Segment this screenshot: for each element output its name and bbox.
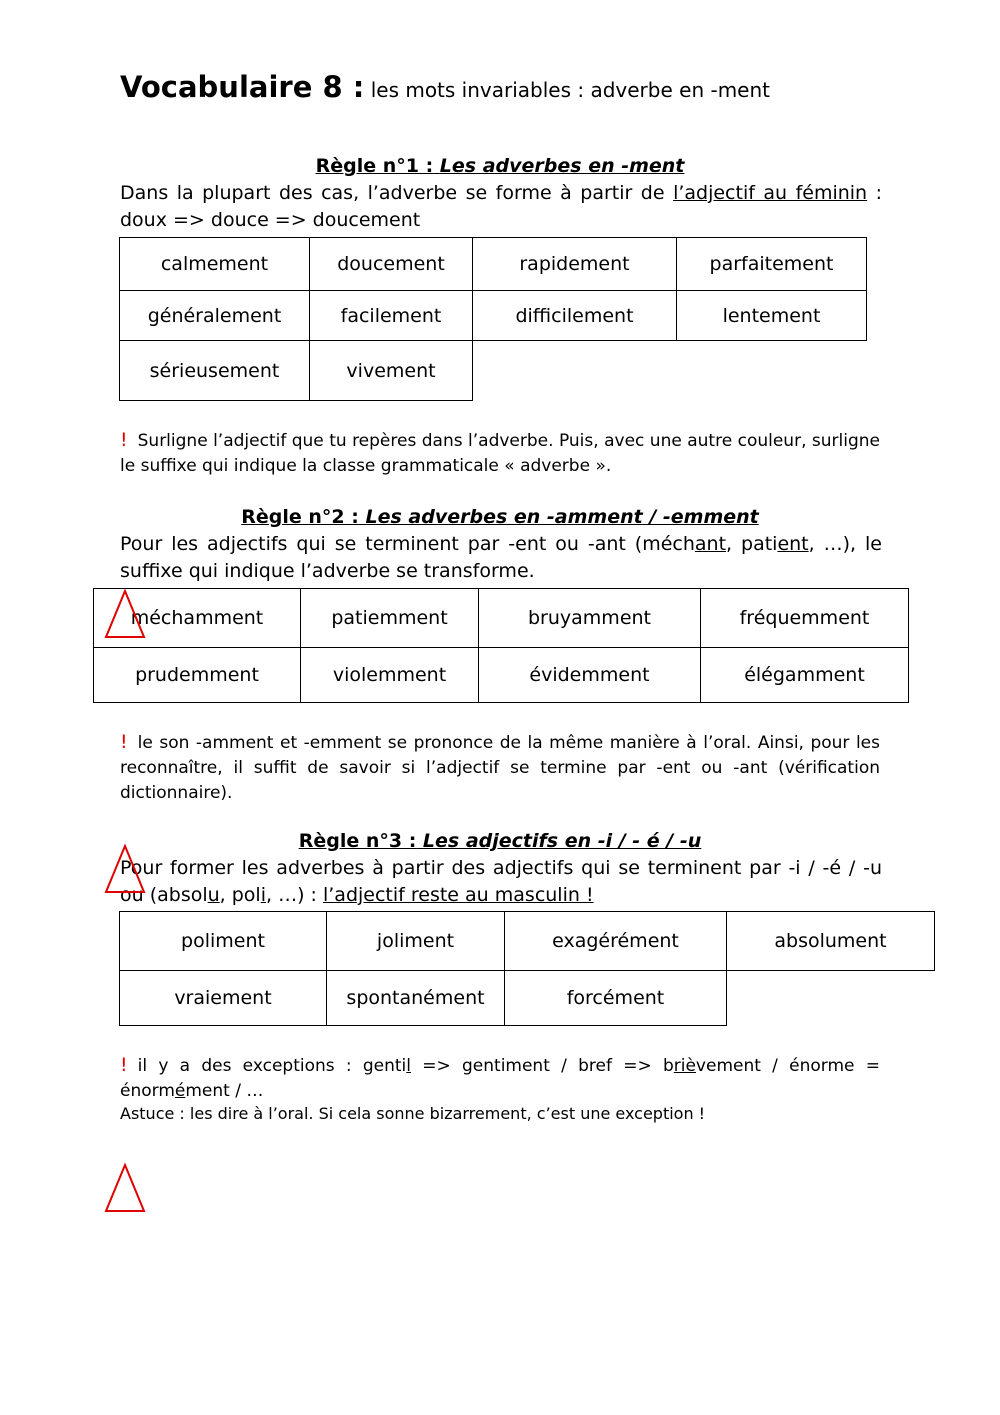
title-rest: les mots invariables : adverbe en -ment xyxy=(370,78,770,102)
table-cell: sérieusement xyxy=(120,341,310,401)
table-cell: généralement xyxy=(120,291,310,341)
table-row xyxy=(120,238,867,291)
table-cell: doucement xyxy=(310,238,473,291)
table-cell: prudemment xyxy=(94,648,301,703)
rule1-heading: Règle n°1 : Les adverbes en -ment xyxy=(315,155,685,177)
exclamation-mark: ! xyxy=(120,429,128,451)
empty-cell xyxy=(473,341,677,401)
empty-cell xyxy=(677,341,867,401)
rule3-table xyxy=(119,911,935,1026)
rule3-note: ! il y a des exceptions : gentil => gentiment / bref => brièvement / énorme = énormément / … xyxy=(120,1054,880,1101)
table-cell: fréquemment xyxy=(701,589,909,648)
table-cell: exagérément xyxy=(505,912,727,971)
warning-triangle-icon xyxy=(104,1163,146,1213)
exclamation-mark: ! xyxy=(120,731,128,753)
table-cell: élégamment xyxy=(701,648,909,703)
rule2-heading: Règle n°2 : Les adverbes en -amment / -emment xyxy=(241,506,759,528)
table-cell: vivement xyxy=(310,341,473,401)
table-cell: patiemment xyxy=(301,589,479,648)
table-cell: bruyamment xyxy=(479,589,701,648)
table-row xyxy=(94,589,909,648)
table-cell: absolument xyxy=(727,912,935,971)
tip-text: Astuce : les dire à l’oral. Si cela sonne bizarrement, c’est une exception ! xyxy=(120,1104,706,1123)
warning-triangle-icon xyxy=(104,844,146,894)
table-row xyxy=(120,341,867,401)
exclamation-mark: ! xyxy=(120,1054,128,1076)
table-cell: facilement xyxy=(310,291,473,341)
table-cell: méchamment xyxy=(94,589,301,648)
table-row xyxy=(94,648,909,703)
table-cell: évidemment xyxy=(479,648,701,703)
table-cell: forcément xyxy=(505,971,727,1026)
table-cell: spontanément xyxy=(327,971,505,1026)
rule2-note: ! le son -amment et -emment se prononce de la même manière à l’oral. Ainsi, pour les reconnaître, il suffit de savoir si l’adjectif se termine par -ent ou -ant (vérification dictionnaire). xyxy=(120,731,880,803)
table-row xyxy=(120,291,867,341)
rule3-heading: Règle n°3 : Les adjectifs en -i / - é / -u xyxy=(298,830,702,852)
empty-cell xyxy=(727,971,935,1026)
table-cell: joliment xyxy=(327,912,505,971)
rule1-note: ! Surligne l’adjectif que tu repères dans l’adverbe. Puis, avec une autre couleur, surligne le suffixe qui indique la classe grammaticale « adverbe ». xyxy=(120,429,880,476)
rule2-text: Pour les adjectifs qui se terminent par -ent ou -ant (méchant, patient, …), le suffixe qui indique l’adverbe se transforme. xyxy=(120,533,882,582)
page-title xyxy=(120,70,770,104)
table-cell: vraiement xyxy=(120,971,327,1026)
table-cell: calmement xyxy=(120,238,310,291)
warning-triangle-icon xyxy=(104,589,146,639)
table-cell: lentement xyxy=(677,291,867,341)
rule1-text: Dans la plupart des cas, l’adverbe se forme à partir de l’adjectif au féminin : doux => douce => doucement xyxy=(120,182,882,231)
table-row xyxy=(120,971,935,1026)
table-cell: difficilement xyxy=(473,291,677,341)
rule2-table xyxy=(93,588,909,703)
rule1-table xyxy=(119,237,867,401)
table-cell: poliment xyxy=(120,912,327,971)
table-cell: violemment xyxy=(301,648,479,703)
table-cell: rapidement xyxy=(473,238,677,291)
table-row xyxy=(120,912,935,971)
rule3-text: Pour former les adverbes à partir des adjectifs qui se terminent par -i / -é / -u ou (absolu, poli, …) : l’adjectif reste au masculin ! xyxy=(120,857,882,906)
title-bold: Vocabulaire 8 : xyxy=(120,70,365,104)
table-cell: parfaitement xyxy=(677,238,867,291)
